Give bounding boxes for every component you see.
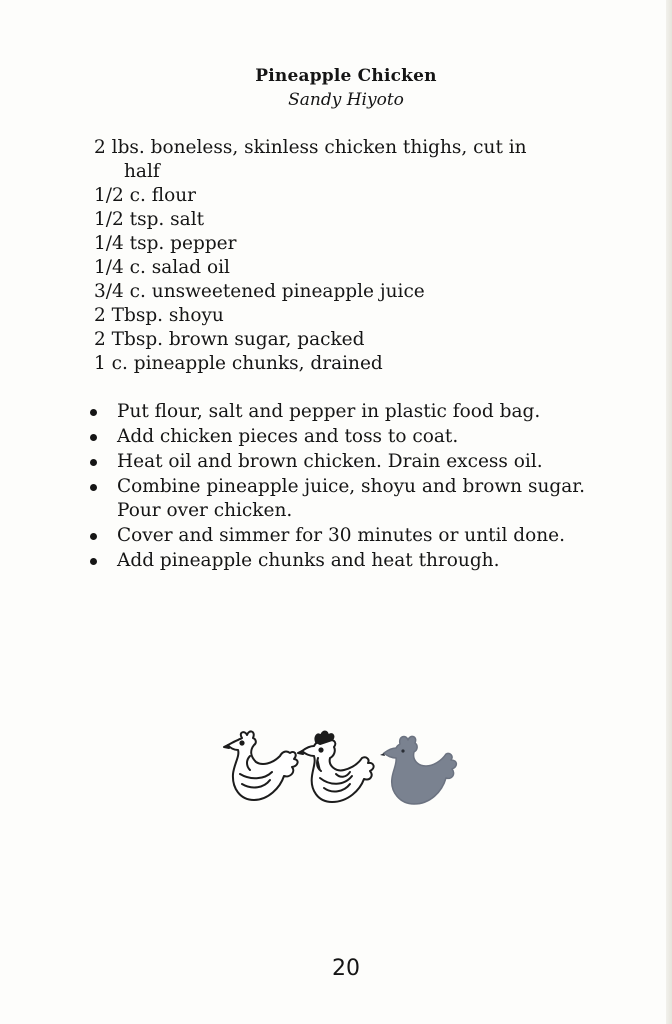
bullet-icon	[90, 558, 97, 565]
hen-icon	[380, 736, 456, 804]
instruction-text: Combine pineapple juice, shoyu and brown sugar. Pour over chicken.	[117, 476, 585, 521]
ingredient-item: 2 lbs. boneless, skinless chicken thighs, cut in	[94, 137, 527, 158]
ingredient-item: 2 Tbsp. shoyu	[94, 305, 224, 326]
ingredient-item: 2 Tbsp. brown sugar, packed	[94, 329, 365, 350]
ingredient-item: 3/4 c. unsweetened pineapple juice	[94, 281, 425, 302]
instruction-text: Cover and simmer for 30 minutes or until done.	[117, 525, 565, 546]
instruction-step	[90, 475, 595, 523]
chicken-icon	[224, 731, 298, 800]
instruction-text: Add pineapple chunks and heat through.	[117, 550, 500, 571]
instruction-text: Add chicken pieces and toss to coat.	[117, 426, 459, 447]
ingredient-item: 1/2 tsp. salt	[94, 209, 205, 230]
bullet-icon	[90, 434, 97, 441]
instruction-step	[90, 400, 595, 424]
ingredient-item: 1/4 tsp. pepper	[94, 233, 237, 254]
instruction-step	[90, 425, 595, 449]
instruction-text: Put flour, salt and pepper in plastic food bag.	[117, 401, 541, 422]
bullet-icon	[90, 484, 97, 491]
recipe-title: Pineapple Chicken	[255, 66, 437, 86]
rooster-icon	[298, 732, 374, 803]
page-edge	[666, 0, 672, 1024]
bullet-icon	[90, 459, 97, 466]
instruction-step	[90, 549, 595, 573]
instruction-step	[90, 524, 595, 548]
ingredient-item-continuation: half	[124, 161, 160, 182]
recipe-author: Sandy Hiyoto	[288, 90, 404, 110]
page-number: 20	[332, 956, 360, 981]
instruction-text: Heat oil and brown chicken. Drain excess oil.	[117, 451, 543, 472]
ingredient-item: 1/2 c. flour	[94, 185, 197, 206]
instruction-list	[90, 400, 595, 574]
bullet-icon	[90, 409, 97, 416]
chickens-illustration	[220, 726, 460, 818]
ingredient-list	[94, 136, 584, 376]
bullet-icon	[90, 533, 97, 540]
ingredient-item: 1 c. pineapple chunks, drained	[94, 353, 383, 374]
ingredient-item: 1/4 c. salad oil	[94, 257, 230, 278]
instruction-step	[90, 450, 595, 474]
